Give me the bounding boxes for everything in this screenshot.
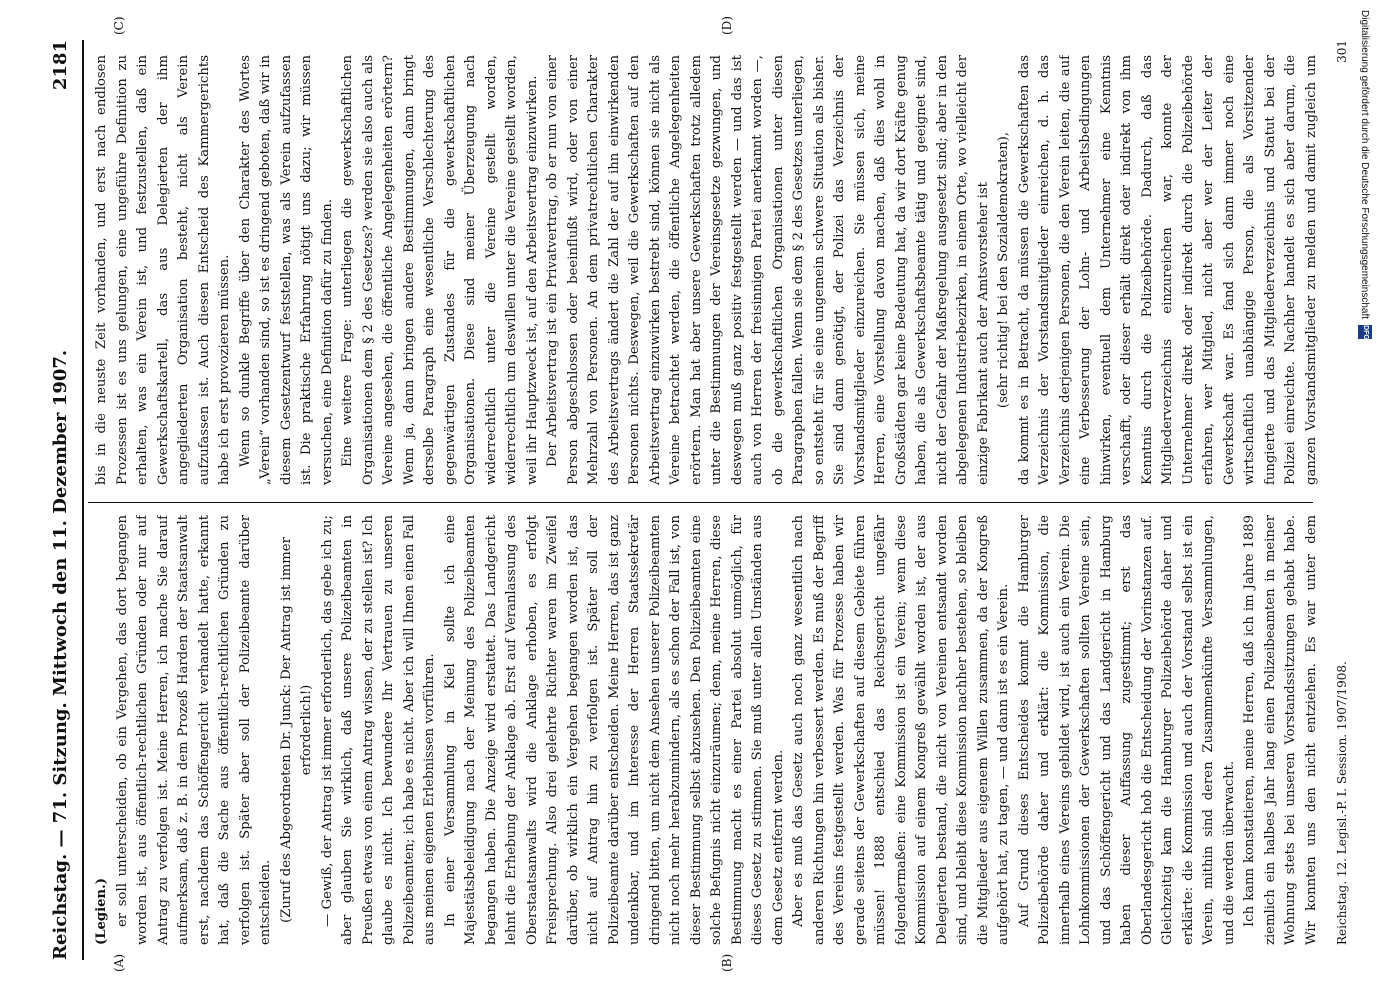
- column-divider: [88, 502, 1313, 503]
- left-paragraph: Aber es muß das Gesetz auch noch ganz wesentlich nach anderen Richtungen hin verbessert werden. Es muß der Begriff des Vereins festgestellt werden. Was für Prozesse haben wir gerade seitens der Gewerkschaften auf diesem Gebiete führen müssen! 1888 entschied das Reichsgericht ungefähr folgendermaßen: eine Kommission ist ein Verein; wenn diese Kommission auf einem Kongreß gewählt worden ist, der aus Delegierten bestand, die nicht von Vereinen entsandt worden sind, und bleibt diese Kommission nachher bestehen, so bleiben die Mitglieder aus eigenem Willen zusammen, da der Kongreß aufgehört hat, zu tagen, — und dann ist es ein Verein.: [791, 515, 1011, 945]
- page-number: 2181: [49, 40, 71, 91]
- page-header: [40, 40, 80, 960]
- right-paragraph: Eine weitere Frage: unterliegen die gewerkschaftlichen Organisationen dem § 2 des Gesetzes? werden sie also auch als Vereine angesehen, die öffentliche Angelegenheiten erörtern? Wenn ja, dann bringen andere Bestimmungen, dann bringt derselbe Paragraph eine wesentliche Verschlechterung des gegenwärtigen Zustandes für die gewerkschaftlichen Organisationen. Diese sind meiner Überzeugung nach widerrechtlich unter die Vereine gestellt worden, widerrechtlich um deswillen unter die Vereine gestellt worden, weil ihr Hauptzweck ist, auf den Arbeitsvertrag einzuwirken.: [340, 55, 540, 485]
- right-column: [92, 55, 1323, 485]
- margin-mark-c: (C): [112, 16, 126, 35]
- footer-sheet-number: 301: [1335, 40, 1349, 63]
- speaker-tag: (Legien.): [94, 878, 109, 945]
- left-paragraph: — Gewiß, der Antrag ist immer erforderlich, das gebe ich zu; aber glauben Sie wirklich, daß unsere Polizeibeamten in Preußen etwas von einem Antrag wissen, der zu stellen ist? Ich glaube es nicht. Ich bewundere Ihr Vertrauen zu unseren Polizeibeamten; ich habe es nicht. Aber ich will Ihnen einen Fall aus meinen eigenen Erlebnissen vorführen.: [319, 515, 437, 945]
- left-paragraph: er soll unterscheiden, ob ein Vergehen, das dort begangen worden ist, aus öffentlich-rechtlichen Gründen oder nur auf Antrag zu verfolgen ist. Meine Herren, ich mache Sie darauf aufmerksam, daß z. B. in dem Prozeß Harden der Staatsanwalt erst, nachdem das Schöffengericht verhandelt hatte, erkannt hat, daß die Sache aus öffentlich-rechtlichen Gründen zu verfolgen ist. Später aber soll der Polizeibeamte darüber entscheiden.: [114, 515, 273, 945]
- left-paragraph: Ich kann konstatieren, meine Herren, daß ich im Jahre 1889 ziemlich ein halbes Jahr lang einen Polizeibeamten in meiner Wohnung stets bei unseren Vorstandssitzungen gehabt habe. Wir konnten uns den nicht entziehen. Es war unter dem: [1242, 515, 1319, 945]
- left-paragraph: In einer Versammlung in Kiel sollte ich eine Majestätsbeleidigung nach der Meinung des Polizeibeamten begangen haben. Die Anzeige wird erstattet. Das Landgericht lehnt die Erhebung der Anklage ab. Erst auf Veranlassung des Oberstaatsanwalts wird die Anklage erhoben, es erfolgt Freisprechung. Also drei gelehrte Richter waren im Zweifel darüber, ob wirklich ein Vergehen begangen worden ist, das nicht auf Antrag hin zu verfolgen ist. Später soll der Polizeibeamte darüber entscheiden. Meine Herren, das ist ganz undenkbar, und im Interesse der Herren Staatssekretär dringend bitten, um nicht dem Ansehen unserer Polizeibeamten nicht noch mehr herabzumindern, als es schon der Fall ist, von dieser Bestimmung selbst abzusehen. Den Polizeibeamten eine solche Befugnis nicht einzuräumen; denn, meine Herren, diese Bestimmung macht es einer Partei absolut unmöglich, für dieses Gesetz zu stimmen. Sie muß unter allen Umständen aus dem Gesetz entfernt werden.: [442, 515, 786, 945]
- margin-mark-d: (D): [720, 16, 734, 35]
- digitization-credit: [1355, 10, 1375, 990]
- header-title: Reichstag. — 71. Sitzung. Mittwoch den 11. Dezember 1907.: [49, 349, 71, 960]
- right-paragraph: bis in die neuste Zeit vorhanden, und erst nach endlosen Prozessen ist es uns gelungen, eine ungeführe Definition zu erhalten, was ein Verein ist, und festzustellen, daß ein Gewerkschaftskartell, das aus Delegierten der ihm angegliederten Organisation besteht, nicht als Verein aufzufassen ist. Auch diesen Entscheid des Kammergerichts habe ich erst provozieren müssen.: [94, 55, 232, 485]
- page-footer: [1331, 40, 1353, 945]
- footer-session: Reichstag. 12. Legisl.-P. I. Session. 1907/1908.: [1335, 661, 1349, 945]
- right-paragraph: Der Arbeitsvertrag ist ein Privatvertrag, ob er nun von einer Person abgeschlossen oder beeinflußt wird, oder von einer Mehrzahl von Personen. An dem privatrechtlichen Charakter des Arbeitsvertrags ändert die Zahl der auf ihn einwirkenden Personen nichts. Deswegen, weil die Gewerkschaften auf den Arbeitsvertrag einzuwirken bestrebt sind, können sie nicht als Vereine betrachtet werden, die öffentliche Angelegenheiten erörtern. Man hat aber unsere Gewerkschaften trotz alledem unter die Bestimmungen der Vereinsgesetze gezwungen, und deswegen muß ganz positiv festgestellt werden — und das ist auch von Herren der freisinnigen Partei anerkannt worden —, ob die gewerkschaftlichen Organisationen unter diesen Paragraphen fallen. Wenn sie dem § 2 des Gesetzes unterliegen, so entsteht für sie eine ungemein schwere Situation als bisher. Sie sind dann genötigt, der Polizei das Verzeichnis der Vorstandsmitglieder einzureichen. Sie müssen sich, meine Herren, eine Vorstellung davon machen, daß dies wohl in Großstädten gar keine Bedeutung hat, da wir dort Kräfte genug haben, die als Gewerkschaftsbeamte tätig und geeignet sind, nicht der Gefahr der Maßregelung ausgesetzt sind; aber in den abgelegenen Industriebezirken, in einem Orte, wo vielleicht der einzige Fabrikant auch der Amtsvorsteher ist: [545, 55, 991, 485]
- margin-mark-b: (B): [720, 953, 734, 972]
- credit-text: Digitalisierung gefördert durch die Deutsche Forschungsgemeinschaft: [1359, 10, 1371, 320]
- left-column: [92, 515, 1323, 945]
- left-paragraph: Auf Grund dieses Entscheides kommt die Hamburger Polizeibehörde daher und erklärt: die Kommission, die innerhalb eines Vereins gebildet wird, ist auch ein Verein. Die Lohnkommissionen der Gewerkschaften sollten Vereine sein, und das Schöffengericht und das Landgericht in Hamburg haben dieser Auffassung zugestimmt; erst das Oberlandesgericht hob die Entscheidung der Vorinstanzen auf. Gleichzeitig kam die Hamburger Polizeibehörde daher und erklärte: die Kommission und auch der Vorstand selbst ist ein Verein, mithin sind deren Zusammenkünfte Versammlungen, und die werden überwacht.: [1016, 515, 1237, 945]
- right-paragraph: da kommt es in Betracht, da müssen die Gewerkschaften das Verzeichnis der Vorstandsmitglieder einreichen, d. h. das Verzeichnis derjenigen Personen, die den Verein leiten, die auf eine Verbesserung der Lohn- und Arbeitsbedingungen hinwirken, eventuell dem Unternehmer eine Kenntnis verschafft, oder dieser erhält direkt oder indirekt von ihm Kenntnis durch die Polizeibehörde. Dadurch, daß das Mitgliederverzeichnis einzureichen war, konnte der Unternehmer direkt oder indirekt durch die Polizeibehörde erfahren, wer Mitglied, nicht aber wer der Leiter der Gewerkschaft war. Es fand sich dann immer noch eine wirtschaftlich unabhängige Person, die als Vorsitzender fungierte und das Mitgliederverzeichnis und Statut bei der Polizei einreichte. Nachher handelt es sich aber darum, die ganzen Vorstandsmitglieder zu melden und damit zugleich um: [1016, 55, 1319, 485]
- dfg-logo-icon: DFG: [1358, 325, 1372, 339]
- left-paragraph: (Zuruf des Abgeordneten Dr. Junck: Der Antrag ist immer erforderlich!): [278, 537, 314, 923]
- header-rule: [82, 40, 84, 960]
- right-paragraph: Wenn so dunkle Begriffe über den Charakter des Wortes „Verein“ vorhanden sind, so ist es dringend geboten, daß wir in diesem Gesetzentwurf feststellen, was als Verein aufzufassen ist. Die praktische Erfahrung nötigt uns dazu; wir müssen versuchen, eine Definition dafür zu finden.: [237, 55, 335, 485]
- margin-mark-a: (A): [112, 953, 126, 972]
- right-paragraph: (sehr richtig! bei den Sozialdemokraten),: [996, 131, 1011, 409]
